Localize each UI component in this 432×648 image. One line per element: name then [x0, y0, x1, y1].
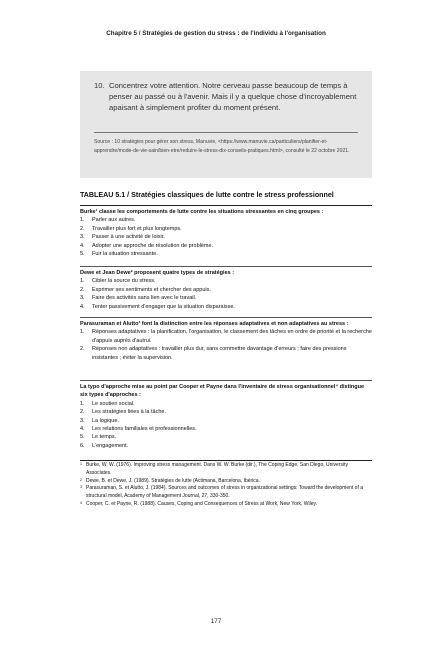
footnote [80, 485, 372, 501]
footnotes [80, 462, 372, 509]
list-item [80, 277, 372, 285]
list-item-number: 5. [80, 434, 85, 441]
list-item-text: Parler aux autres. [92, 217, 136, 224]
list-item-text: Exprimer ses sentiments et chercher des appuis. [92, 286, 211, 293]
table-section-2 [80, 269, 372, 311]
footnote-text: Parasuraman, S. et Alutto, J. (1984). Sources and outcomes of stress in organizational settings: Toward the development of a structural model, Academy of Management Journal, 27, 330-350. [86, 485, 364, 500]
list-item [80, 400, 372, 408]
running-head: Chapitre 5 / Stratégies de gestion du stress : de l'individu à l'organisation [106, 30, 326, 37]
list-item-number: 2. [80, 409, 85, 416]
section-intro: Parasuraman et Alutto³ font la distinction entre les réponses adaptatives et non adaptatives au stress : [80, 321, 349, 327]
list-item-number: 4. [80, 242, 85, 249]
list-item-text: Tenter passivement d'engager que la situation disparaisse. [92, 303, 235, 310]
list-item-text: Réponses adaptatives : la planification, l'organisation, le classement des tâches en ordre de priorité et la recherche d'appuis auprès d'autrui. [92, 329, 372, 344]
list-item-number: 2. [80, 286, 85, 293]
section-divider [80, 266, 372, 267]
list-item-number: 3. [80, 295, 85, 302]
list-item-text: Le temps. [92, 434, 117, 441]
list-item-text: La logique. [92, 417, 119, 424]
callout-list-item [94, 80, 362, 113]
footnote-marker: 4 [80, 500, 82, 505]
list-item-number: 1. [80, 400, 85, 407]
list-item-number: 1. [80, 329, 85, 336]
footnote-text: Cooper, C. et Payne, R. (1988). Causes, Coping and Consequences of Stress at Work, New York, Wiley. [86, 500, 318, 507]
footnote [80, 501, 372, 509]
list-item-text: Cibler la source du stress. [92, 278, 156, 285]
section-divider [80, 317, 372, 318]
page-number: 177 [210, 618, 222, 625]
list-item [80, 345, 372, 362]
callout-box [80, 71, 372, 178]
callout-source: Source : 10 stratégies pour gérer son stress, Manuvie, <https://www.manuvie.ca/particuliers/planifier-et-apprendre/mode-de-vie-sain/bien-etre/reduire-le-stress-dix-conseils-pratiques.html>, consulté le 22 octobre 2021. [94, 139, 350, 154]
callout-divider [94, 132, 358, 133]
section-intro: Dewe et Jean Dewe² proposent quatre types de stratégies : [80, 270, 235, 276]
footnote-marker: 3 [80, 485, 82, 490]
list-item-text: Travailler plus fort et plus longtemps. [92, 225, 182, 232]
list-item [80, 433, 372, 441]
footnote-marker: 2 [80, 477, 82, 482]
list-item-number: 5. [80, 251, 85, 258]
section-intro: La typo d'approche mise au point par Cooper et Payne dans l'inventaire de stress organisationnel⁴ distingue six types d'approches : [80, 384, 365, 399]
list-item [80, 242, 372, 250]
footnote-marker: 1 [80, 462, 82, 466]
list-item-text: Les stratégies liées à la tâche. [92, 409, 166, 416]
list-item [80, 425, 372, 433]
table-section-3 [80, 320, 372, 362]
list-item [80, 408, 372, 416]
list-item [80, 225, 372, 233]
table-title: TABLEAU 5.1 / Stratégies classiques de lutte contre le stress professionnel [80, 191, 334, 199]
list-item-number: 4. [80, 426, 85, 433]
section-divider [80, 380, 372, 381]
table-section-1 [80, 208, 372, 258]
list-item [80, 250, 372, 258]
list-item-number: 4. [80, 303, 85, 310]
footnote [80, 478, 372, 486]
table-section-4 [80, 383, 372, 450]
list-item [80, 233, 372, 241]
list-item-text: Le soutien social. [92, 400, 135, 407]
callout-item-number: 10. [94, 81, 105, 90]
list-item-text: Passer à une activité de loisir. [92, 234, 165, 241]
footnote [80, 462, 372, 478]
list-item-number: 6. [80, 442, 85, 449]
callout-item-text: Concentrez votre attention. Notre cerveau passe beaucoup de temps à penser au passé ou à l'avenir. Mais il y a quelque chose d'incroyablement apaisant à simplement profiter du moment présent. [109, 81, 357, 112]
list-item-text: Fuir la situation stressante. [92, 251, 158, 258]
list-item-text: Réponses non adaptatives : travailler plus dur, sans commettre davantage d'erreurs ; faire des pressions insistantes ; éviter la supervision. [92, 346, 347, 361]
table-top-rule [80, 205, 372, 206]
list-item-number: 3. [80, 417, 85, 424]
list-item-number: 2. [80, 346, 85, 353]
list-item [80, 294, 372, 302]
list-item [80, 286, 372, 294]
list-item-number: 3. [80, 234, 85, 241]
list-item-text: Faire des activités sans lien avec le travail. [92, 295, 197, 302]
list-item-text: Adopter une approche de résolution de problème. [92, 242, 214, 249]
list-item-number: 1. [80, 278, 85, 285]
list-item-text: Les relations familiales et professionnelles. [92, 426, 197, 433]
footnote-text: Burke, W. W. (1976). Improving stress management. Dans W. W. Burke (dir.), The Coping Edge, San Diego, University Associates. [86, 462, 348, 476]
list-item [80, 328, 372, 345]
list-item [80, 216, 372, 224]
list-item [80, 442, 372, 450]
list-item-number: 1. [80, 217, 85, 224]
section-intro: Burke¹ classe les comportements de lutte contre les situations stressantes en cinq groupes : [80, 209, 324, 215]
list-item-text: L'engagement. [92, 442, 129, 449]
list-item-number: 2. [80, 225, 85, 232]
list-item [80, 303, 372, 311]
list-item [80, 417, 372, 425]
footnote-text: Dewe, B. et Dewe, J. (1989). Stratégies de lutte (Actimana, Barcelona, Ibérica. [86, 477, 260, 484]
table-bottom-rule [80, 460, 372, 461]
